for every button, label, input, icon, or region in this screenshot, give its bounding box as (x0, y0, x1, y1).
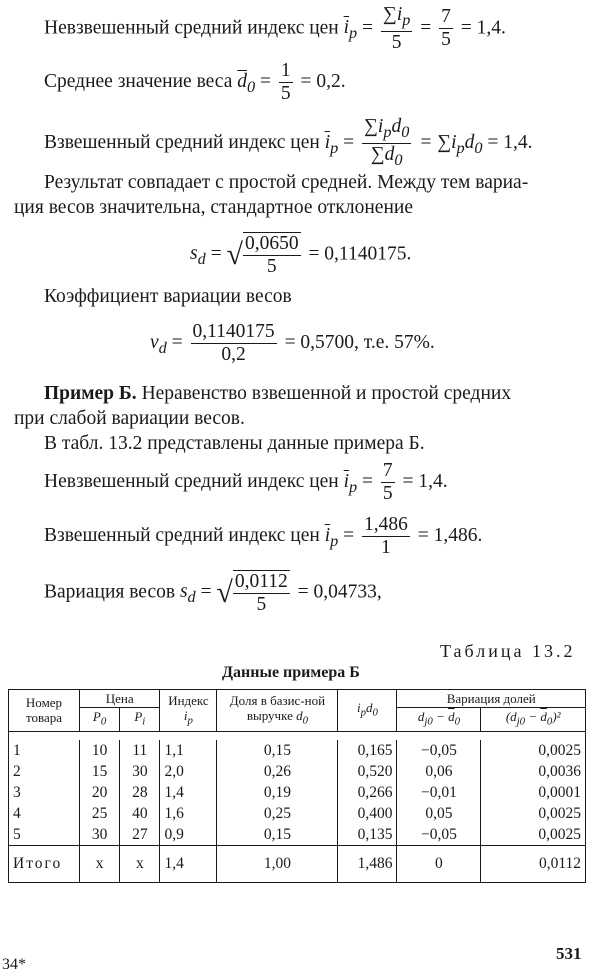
table-row: 4 25 40 1,6 0,25 0,400 0,05 0,0025 (9, 803, 586, 824)
header-variation: Вариация долей (397, 690, 586, 708)
paragraph-line: В табл. 13.2 представлены данные примера Б. (44, 433, 425, 454)
header-deviation: $d_{j0} - \overline{d}_0$ (397, 708, 481, 732)
header-p0: $P_0$ (80, 708, 120, 732)
header-price: Цена (80, 690, 160, 708)
table-row: 5 30 27 0,9 0,15 0,135 −0,05 0,0025 (9, 824, 586, 846)
weighted-index-formula: Взвешенный средний индекс цен $\overline{i}_p$ = $\frac{\sum i_pd_0}{\sum d_0}$ = $\sum i_pd_0 = 1,4$. (44, 116, 533, 169)
table-total-row: Итого x x 1,4 1,00 1,486 0 0,0112 (9, 845, 586, 882)
example-heading: Пример Б. Неравенство взвешенной и простой средних (44, 383, 512, 404)
paragraph-line: при слабой вариации весов. (14, 408, 245, 429)
unweighted-index-formula: Невзвешенный средний индекс цен $\overline{i}_p$ = $\frac{\sum i_p}{5}$ = $\frac{7}{5}$ = 1,4. (44, 4, 506, 53)
paragraph-line: Коэффициент вариации весов (44, 286, 292, 307)
signature-mark: 34* (2, 956, 26, 973)
table-row: 2 15 30 2,0 0,26 0,520 0,06 0,0036 (9, 761, 586, 782)
table-title: Данные примера Б (222, 664, 360, 681)
header-squared-deviation: $(d_{j0} - \overline{d}_0)^2$ (481, 708, 586, 732)
mean-weight-formula: Среднее значение веса $\overline{d}_0$ = $\frac{1}{5}$ = 0,2. (44, 60, 346, 104)
weighted-index-example-b: Взвешенный средний индекс цен $\overline{i}_p$ = $\frac{1,486}{1}$ = 1,486. (44, 514, 483, 558)
unweighted-index-example-b: Невзвешенный средний индекс цен $\overline{i}_p$ = $\frac{7}{5}$ = 1,4. (44, 460, 448, 504)
table-row: 1 10 11 1,1 0,15 0,165 −0,05 0,0025 (9, 740, 586, 761)
header-item: Номер товара (9, 690, 80, 732)
data-table (8, 689, 586, 883)
paragraph-line: ция весов значительна, стандартное отклонение (14, 197, 413, 218)
header-index: Индекс $i_p$ (160, 690, 217, 732)
table-row: 3 20 28 1,4 0,19 0,266 −0,01 0,0001 (9, 782, 586, 803)
weight-variation-example-b: Вариация весов $s_d$ = √ $\frac{0,0112}{5}$ = 0,04733, (44, 571, 382, 615)
header-share: Доля в базис-ной выручке $d_0$ (217, 690, 338, 732)
table-label: Таблица 13.2 (440, 641, 576, 661)
std-deviation-formula: $s_d$ = √ $\frac{0,0650}{5}$ = 0,1140175. (190, 233, 412, 277)
page-number: 531 (556, 944, 582, 963)
paragraph-line: Результат совпадает с простой средней. Между тем вариа- (44, 172, 529, 193)
header-pi: $P_i$ (120, 708, 160, 732)
variation-coefficient-formula: $v_d$ = $\frac{0,1140175}{0,2}$ = 0,5700, т.е. 57%. (150, 321, 435, 365)
header-ipd0: $i_pd_0$ (338, 690, 397, 732)
